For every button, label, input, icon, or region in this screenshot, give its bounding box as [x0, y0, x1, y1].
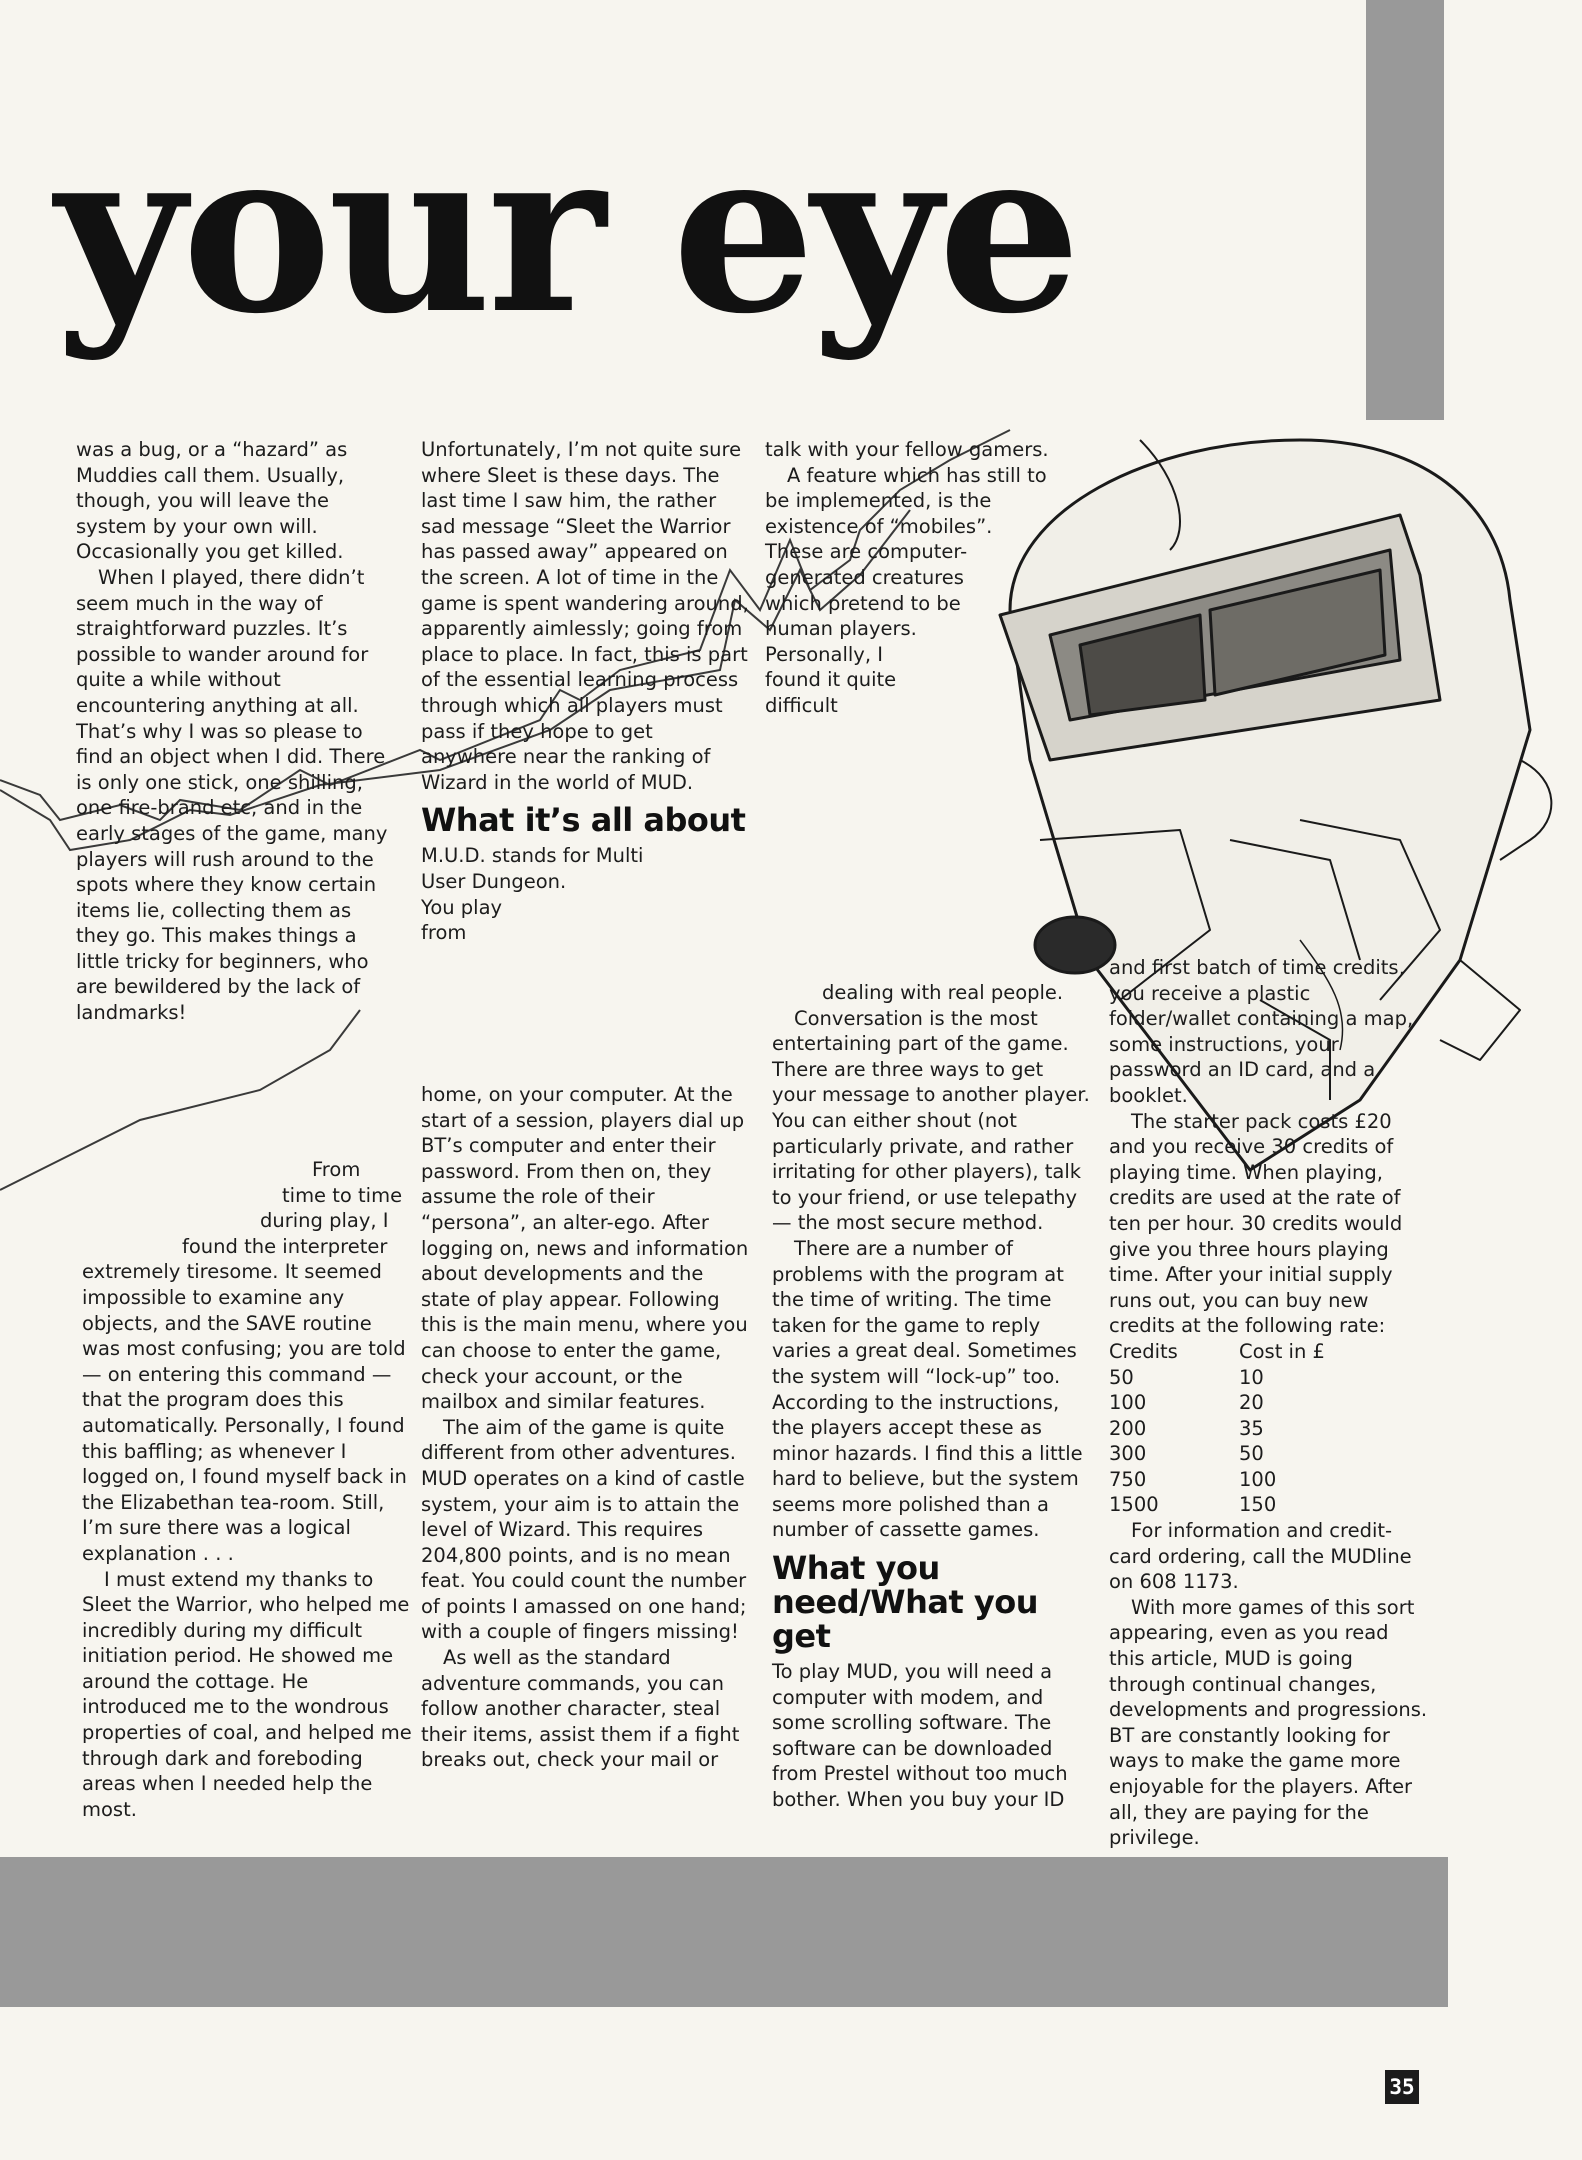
headline: [55, 100, 1077, 364]
table-cell-cost: 150: [1239, 1493, 1277, 1517]
col2-paragraph-2: home, on your computer. At the start of a session, players dial up BT’s computer and enter their password. From then on, they assume the role of their “persona”, an alter-ego. After logging on, news and information about developments and the state of play appear. Following this is the main menu, where you can choose to enter the game, check your account, or the mailbox and similar features.: [421, 1083, 749, 1414]
page-number: 35: [1385, 2070, 1419, 2104]
table-cell-credits: 300: [1109, 1442, 1147, 1466]
col1-paragraph-4: I must extend my thanks to Sleet the Warrior, who helped me incredibly during my difficult initiation period. He showed me around the cottage. He introduced me to the wondrous properties of coal, and helped me through dark and foreboding areas when I needed help the most.: [82, 1567, 412, 1821]
table-row: [1109, 1365, 1325, 1391]
table-cell-cost: 100: [1239, 1467, 1277, 1491]
col3-paragraph-3: There are a number of problems with the program at the time of writing. The time taken for the game to reply varies a great deal. Sometimes the system will “lock-up” too. According to the instructions, the players accept these as minor hazards. I find this a little hard to believe, but the system seems more polished than a number of cassette games.: [772, 1236, 1083, 1542]
col1-wrap-line-4: found the interpreter: [182, 1234, 388, 1258]
col1-line-5: Occasionally you get killed.: [76, 540, 344, 564]
table-row: [1109, 1441, 1325, 1467]
col4-paragraph-3: For information and credit-card ordering, call the MUDline on 608 1173.: [1109, 1519, 1412, 1594]
col3-line-3: be implemented, is the: [765, 489, 992, 513]
col3-line-5: These are computer-: [765, 540, 968, 564]
column-1-top: [76, 437, 396, 1026]
col3-paragraph-2: Conversation is the most entertaining part of the game. There are three ways to get your message to another player. You can either shout (not particularly private, and rather irritating for other players), talk to your friend, or use telepathy — the most secure method.: [772, 1006, 1090, 1235]
headline-word-2: eye: [671, 100, 1077, 364]
col2-paragraph-4: As well as the standard adventure commands, you can follow another character, steal their items, assist them if a fight breaks out, check your mail or: [421, 1646, 740, 1772]
col4-paragraph-2: The starter pack costs £20 and you receive 30 credits of playing time. When playing, credits are used at the rate of ten per hour. 30 credits would give you three hours playing time. After your initial supply runs out, you can buy new credits at the following rate:: [1109, 1109, 1403, 1338]
col3-line-8: human players.: [765, 617, 917, 641]
table-cell-credits: 750: [1109, 1467, 1147, 1491]
col4-paragraph-4: With more games of this sort appearing, even as you read this article, MUD is going through continual changes, developments and progressions. BT are constantly looking for ways to make the game more enjoyable for the players. After all, they are paying for the privilege.: [1109, 1595, 1428, 1850]
table-row: [1109, 1492, 1325, 1518]
col2-paragraph-3: The aim of the game is quite different from other adventures. MUD operates on a kind of castle system, your aim is to attain the level of Wizard. This requires 204,800 points, and is no mean feat. You could count the number of points I amassed on one hand; with a couple of fingers missing!: [421, 1415, 747, 1644]
col3-line-9: Personally, I: [765, 642, 883, 666]
col1-line-2: Muddies call them. Usually,: [76, 463, 345, 487]
column-2-bottom: [421, 1082, 751, 1773]
table-header-row: [1109, 1339, 1325, 1365]
headline-word-1: your: [55, 100, 602, 364]
table-cell-cost: 35: [1239, 1416, 1264, 1440]
table-cell-cost: 50: [1239, 1442, 1264, 1466]
col1-wrap-line-1: From: [312, 1158, 361, 1181]
col2-line-3: You play: [421, 895, 503, 919]
col1-line-3: though, you will leave the: [76, 489, 329, 513]
bottom-rule-bar: [0, 1857, 1448, 2007]
table-row: [1109, 1416, 1325, 1442]
col3-line-1: talk with your fellow gamers.: [765, 438, 1049, 461]
table-cell-cost: 10: [1239, 1365, 1264, 1389]
col1-line-1: was a bug, or a “hazard” as: [76, 438, 348, 461]
col3-paragraph-4: To play MUD, you will need a computer with modem, and some scrolling software. The software can be downloaded from Prestel without too much bother. When you buy your ID: [772, 1660, 1068, 1812]
col3-line-10: found it quite: [765, 668, 897, 692]
table-header-credits: Credits: [1109, 1339, 1178, 1363]
col3-paragraph-1: dealing with real people.: [822, 981, 1064, 1004]
col1-wrap-line-2: time to time: [282, 1183, 403, 1207]
col2-line-1: M.U.D. stands for Multi: [421, 844, 644, 868]
col1-line-4: system by your own will.: [76, 514, 318, 538]
col2-line-4: from: [421, 921, 467, 945]
column-2-top: [421, 437, 751, 946]
col1-paragraph-3: extremely tiresome. It seemed impossible to examine any objects, and the SAVE routine was most confusing; you are told — on entering this command — that the program does this automatically. Personally, I found this baffling; as whenever I logged on, I found myself back in the Elizabethan tea-room. Still, I’m sure there was a logical explanation . . .: [82, 1260, 407, 1565]
col1-wrap-line-3: during play, I: [260, 1209, 389, 1233]
table-cell-cost: 20: [1239, 1391, 1264, 1415]
table-cell-credits: 200: [1109, 1416, 1147, 1440]
column-3-top: [765, 437, 1065, 719]
section-heading-what-its-all-about: What it’s all about: [421, 801, 746, 840]
col3-line-2: A feature which has still to: [787, 463, 1047, 487]
table-header-cost: Cost in £: [1239, 1339, 1325, 1363]
column-3-bottom: [772, 980, 1090, 1813]
table-cell-credits: 1500: [1109, 1493, 1159, 1517]
col2-line-2: User Dungeon.: [421, 869, 567, 893]
table-row: [1109, 1390, 1325, 1416]
col3-line-6: generated creatures: [765, 565, 964, 589]
table-row: [1109, 1467, 1325, 1493]
column-1-bottom: [82, 1157, 412, 1822]
col3-line-4: existence of “mobiles”.: [765, 514, 993, 538]
col4-paragraph-1: and first batch of time credits, you receive a plastic folder/wallet containing a map, some instructions, your password an ID card, and a booklet.: [1109, 956, 1414, 1107]
credit-rate-table: [1109, 1339, 1325, 1518]
table-cell-credits: 50: [1109, 1365, 1134, 1389]
col1-paragraph-2: When I played, there didn’t seem much in the way of straightforward puzzles. It’s possible to wander around for quite a while without encountering anything at all. That’s why I was so please to find an object when I did. There is only one stick, one shilling, one fire-brand etc, and in the early stages of the game, many players will rush around to the spots where they know certain items lie, collecting them as they go. This makes things a little tricky for beginners, who are bewildered by the lack of landmarks!: [76, 565, 388, 1025]
col3-line-11: difficult: [765, 693, 838, 717]
top-rule-bar: [1366, 0, 1444, 420]
col2-paragraph-1: Unfortunately, I’m not quite sure where Sleet is these days. The last time I saw him, the rather sad message “Sleet the Warrior has passed away” appeared on the screen. A lot of time in the game is spent wandering around, apparently aimlessly; going from place to place. In fact, this is part of the essential learning process through which all players must pass if they hope to get anywhere near the ranking of Wizard in the world of MUD.: [421, 438, 749, 794]
column-4: [1109, 955, 1429, 1851]
col3-line-7: which pretend to be: [765, 591, 961, 615]
table-cell-credits: 100: [1109, 1391, 1147, 1415]
section-heading-what-you-need: What you need/What you get: [772, 1549, 1039, 1656]
